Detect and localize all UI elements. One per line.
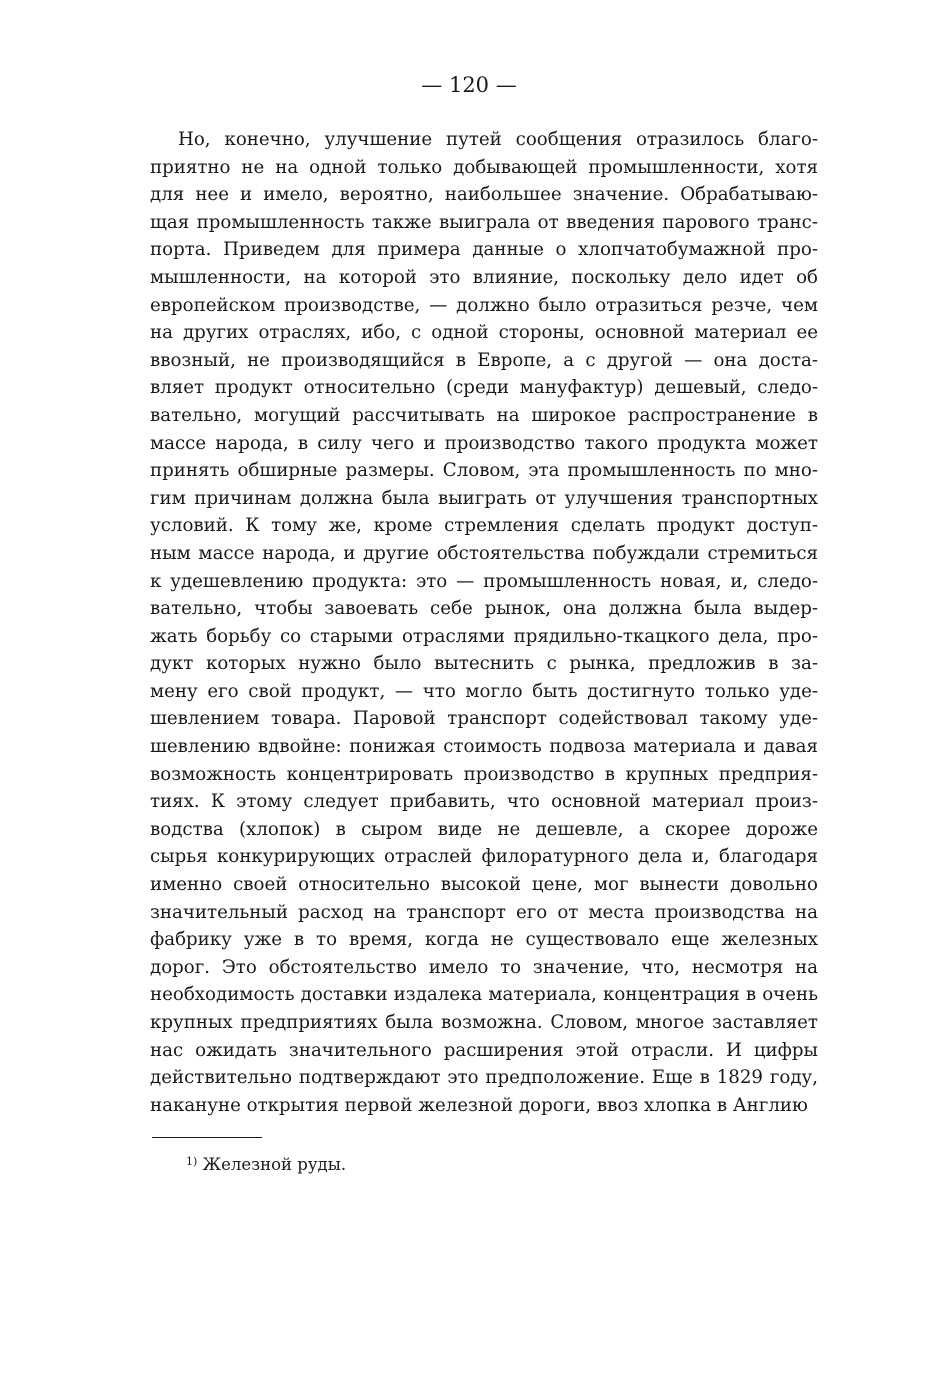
text-line: ным массе народа, и другие обстоятельства побуждали стремиться bbox=[150, 542, 818, 564]
text-line: необходимость доставки издалека материала, концентрация в очень bbox=[150, 984, 818, 1006]
text-line: вательно, могущий рассчитывать на широкое распространение в bbox=[150, 404, 818, 426]
text-line: приятно не на одной только добывающей промышленности, хотя bbox=[150, 156, 818, 178]
text-line: водства (хлопок) в сыром виде не дешевле, а скорее дороже bbox=[150, 818, 818, 840]
text-line: сырья конкурирующих отраслей филоратурного дела и, благодаря bbox=[150, 846, 818, 868]
text-line: шевлением товара. Паровой транспорт содействовал такому уде- bbox=[150, 708, 818, 730]
text-line: действительно подтверждают это предположение. Еще в 1829 году, bbox=[150, 1067, 818, 1089]
text-line: порта. Приведем для примера данные о хлопчатобумажной про- bbox=[150, 239, 818, 261]
footnote-marker: 1) bbox=[186, 1155, 198, 1168]
text-line: вляет продукт относительно (среди мануфактур) дешевый, следо- bbox=[150, 377, 818, 399]
text-line: именно своей относительно высокой цене, мог вынести довольно bbox=[150, 874, 818, 896]
footnote bbox=[186, 1151, 346, 1176]
text-line: вательно, чтобы завоевать себе рынок, она должна была выдер- bbox=[150, 598, 818, 620]
text-line: условий. К тому же, кроме стремления сделать продукт доступ- bbox=[150, 515, 818, 537]
text-line: принять обширные размеры. Словом, эта промышленность по мно- bbox=[150, 460, 818, 482]
text-line: щая промышленность также выиграла от введения парового транс- bbox=[150, 211, 818, 233]
text-line: жать борьбу со старыми отраслями прядильно-ткацкого дела, про- bbox=[150, 625, 818, 647]
text-line: мену его свой продукт, — что могло быть достигнуто только уде- bbox=[150, 680, 818, 702]
text-line: для нее и имело, вероятно, наибольшее значение. Обрабатываю- bbox=[150, 184, 818, 206]
text-line: мышленности, на которой это влияние, поскольку дело идет об bbox=[150, 266, 818, 288]
footnote-divider bbox=[152, 1137, 262, 1138]
text-line: дорог. Это обстоятельство имело то значение, что, несмотря на bbox=[150, 956, 818, 978]
body-paragraph bbox=[150, 126, 818, 1119]
text-line: ввозный, не производящийся в Европе, а с другой — она доста- bbox=[150, 349, 818, 371]
text-line: массе народа, в силу чего и производство такого продукта может bbox=[150, 432, 818, 454]
text-line: европейском производстве, — должно было отразиться резче, чем bbox=[150, 294, 818, 316]
text-line: гим причинам должна была выиграть от улучшения транспортных bbox=[150, 487, 818, 509]
text-line: на других отраслях, ибо, с одной стороны, основной материал ее bbox=[150, 322, 818, 344]
text-line: к удешевлению продукта: это — промышленность новая, и, следо- bbox=[150, 570, 818, 592]
text-line: крупных предприятиях была возможна. Словом, многое заставляет bbox=[150, 1012, 818, 1033]
text-line: шевлению вдвойне: понижая стоимость подвоза материала и давая bbox=[150, 736, 818, 758]
page-number: — 120 — bbox=[421, 73, 517, 97]
footnote-text: Железной руды. bbox=[202, 1155, 347, 1174]
text-line: накануне открытия первой железной дороги, ввоз хлопка в Англию bbox=[150, 1094, 808, 1116]
text-line: значительный расход на транспорт его от места производства на bbox=[150, 901, 818, 923]
text-line: Но, конечно, улучшение путей сообщения отразилось благо- bbox=[178, 129, 818, 150]
text-line: возможность концентрировать производство в крупных предприя- bbox=[150, 763, 818, 785]
text-line: дукт которых нужно было вытеснить с рынка, предложив в за- bbox=[150, 653, 818, 675]
text-line: нас ожидать значительного расширения этой отрасли. И цифры bbox=[150, 1039, 818, 1061]
text-line: фабрику уже в то время, когда не существовало еще железных bbox=[150, 929, 818, 951]
text-line: тиях. К этому следует прибавить, что основной материал произ- bbox=[150, 791, 818, 813]
